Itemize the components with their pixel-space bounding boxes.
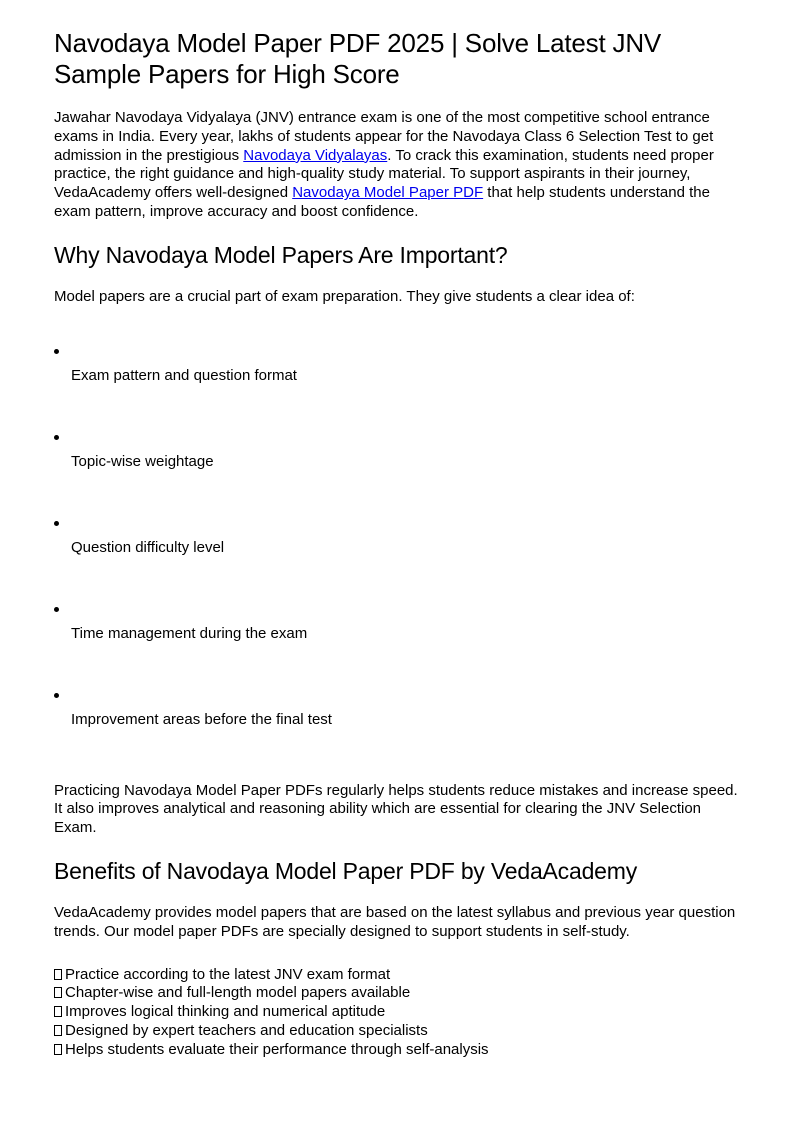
missing-glyph-icon <box>54 1044 62 1055</box>
list-item <box>54 1003 744 1022</box>
why-lead-paragraph: Model papers are a crucial part of exam preparation. They give students a clear idea of: <box>54 287 635 305</box>
bullet-icon <box>54 521 59 526</box>
list-item <box>54 326 744 412</box>
list-item-text: Chapter-wise and full-length model papers available <box>65 984 411 1002</box>
list-item <box>54 1022 744 1041</box>
list-item-text: Topic-wise weightage <box>71 452 214 470</box>
list-item-text: Question difficulty level <box>71 538 225 556</box>
benefits-heading: Benefits of Navodaya Model Paper PDF by VedaAcademy <box>54 857 638 884</box>
list-item-text: Time management during the exam <box>71 624 308 642</box>
practice-paragraph: Practicing Navodaya Model Paper PDFs regularly helps students reduce mistakes and increase speed. It also improves analytical and reasoning ability which are essential for clearing the JNV Selection Exam. <box>54 781 738 837</box>
list-item-text: Improvement areas before the final test <box>71 710 332 728</box>
list-item <box>54 1041 744 1060</box>
benefits-list <box>54 966 744 1060</box>
list-item-text: Helps students evaluate their performance through self-analysis <box>65 1040 489 1058</box>
intro-text-3: that help students understand the exam pattern, improve accuracy and boost confidence. <box>54 184 710 220</box>
intro-paragraph <box>54 109 744 222</box>
list-item-text: Improves logical thinking and numerical aptitude <box>65 1003 386 1021</box>
navodaya-model-paper-pdf-link[interactable]: Navodaya Model Paper PDF <box>292 184 484 202</box>
list-item <box>54 584 744 670</box>
list-item-text: Practice according to the latest JNV exam format <box>65 965 391 983</box>
list-item-text: Exam pattern and question format <box>71 366 297 384</box>
list-item <box>54 966 744 985</box>
document-page <box>54 28 744 1060</box>
list-item <box>54 984 744 1003</box>
list-item <box>54 498 744 584</box>
importance-list <box>54 326 744 756</box>
list-item <box>54 412 744 498</box>
benefits-lead-paragraph: VedaAcademy provides model papers that are based on the latest syllabus and previous year question trends. Our model paper PDFs are specially designed to support students in self-study. <box>54 903 736 940</box>
bullet-icon <box>54 435 59 440</box>
bullet-icon <box>54 349 59 354</box>
list-item <box>54 670 744 756</box>
page-title: Navodaya Model Paper PDF 2025 | Solve Latest JNV Sample Papers for High Score <box>54 28 662 89</box>
missing-glyph-icon <box>54 1006 62 1017</box>
bullet-icon <box>54 693 59 698</box>
intro-text-1: Jawahar Navodaya Vidyalaya (JNV) entrance exam is one of the most competitive school entrance exams in India. Every year, lakhs of students appear for the Navodaya Class 6 Selection Test to get admission in the prestigious <box>54 109 714 164</box>
why-heading: Why Navodaya Model Papers Are Important? <box>54 241 508 268</box>
missing-glyph-icon <box>54 987 62 998</box>
intro-text-2: . To crack this examination, students need proper practice, the right guidance and high-quality study material. To support aspirants in their journey, VedaAcademy offers well-designed <box>54 146 714 202</box>
missing-glyph-icon <box>54 1025 62 1036</box>
list-item-text: Designed by expert teachers and education specialists <box>65 1021 428 1039</box>
navodaya-vidyalayas-link[interactable]: Navodaya Vidyalayas <box>243 146 388 164</box>
missing-glyph-icon <box>54 969 62 980</box>
bullet-icon <box>54 607 59 612</box>
